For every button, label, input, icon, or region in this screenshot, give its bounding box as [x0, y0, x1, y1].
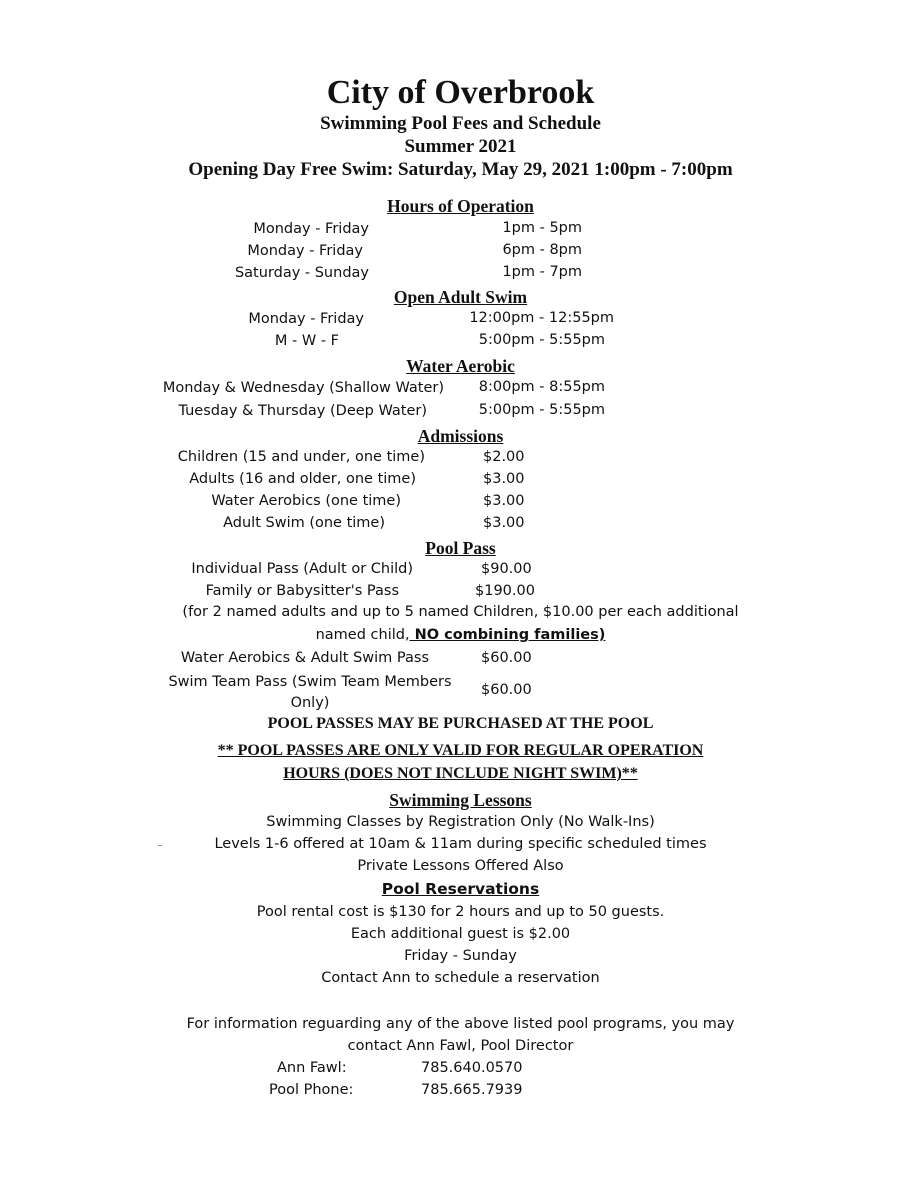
contact-line-1: For information reguarding any of the above listed pool programs, you may [186, 1016, 735, 1032]
adult-swim-heading: Open Adult Swim [393, 287, 528, 307]
adult-swim-day-2: M - W - F [274, 333, 339, 349]
season-label: Summer 2021 [404, 136, 517, 157]
family-note-text: named child, [315, 627, 410, 643]
aerobic-time-2: 5:00pm - 5:55pm [478, 402, 605, 418]
pass-price-individual: $90.00 [481, 561, 532, 577]
contact-label-pool: Pool Phone: [269, 1082, 354, 1098]
aerobic-day-2: Tuesday & Thursday (Deep Water) [178, 403, 427, 419]
adult-swim-day-1: Monday - Friday [248, 311, 364, 327]
lessons-line-1: Swimming Classes by Registration Only (No Walk-Ins) [266, 814, 655, 830]
admission-item-1: Children (15 and under, one time) [177, 449, 425, 465]
reservations-line-1: Pool rental cost is $130 for 2 hours and up to 50 guests. [256, 904, 665, 920]
page-subtitle: Swimming Pool Fees and Schedule [320, 113, 601, 134]
admissions-heading: Admissions [417, 426, 504, 446]
pass-price-aerobics: $60.00 [481, 650, 532, 666]
lessons-line-3: Private Lessons Offered Also [357, 858, 564, 874]
hours-day-1: Monday - Friday [253, 221, 369, 237]
hours-day-3: Saturday - Sunday [234, 265, 369, 281]
admission-price-4: $3.00 [483, 515, 525, 531]
family-pass-note-cont [0, 627, 921, 643]
page-title: City of Overbrook [326, 74, 595, 111]
swim-team-line-2: Only) [290, 695, 330, 711]
lessons-heading: Swimming Lessons [389, 790, 532, 810]
aerobic-time-1: 8:00pm - 8:55pm [478, 379, 605, 395]
pool-pass-heading: Pool Pass [425, 538, 496, 558]
contact-line-2: contact Ann Fawl, Pool Director [347, 1038, 574, 1054]
validity-notice-line-2: HOURS (DOES NOT INCLUDE NIGHT SWIM)** [283, 765, 638, 782]
admission-price-3: $3.00 [483, 493, 525, 509]
reservations-line-4: Contact Ann to schedule a reservation [321, 970, 600, 986]
reservations-heading: Pool Reservations [381, 880, 540, 898]
pass-price-family: $190.00 [475, 583, 535, 599]
admission-price-2: $3.00 [483, 471, 525, 487]
hours-time-1: 1pm - 5pm [502, 220, 582, 236]
admission-item-4: Adult Swim (one time) [223, 515, 385, 531]
adult-swim-time-1: 12:00pm - 12:55pm [469, 310, 614, 326]
admission-item-2: Adults (16 and older, one time) [189, 471, 416, 487]
pass-price-swim-team: $60.00 [481, 682, 532, 698]
purchase-notice: POOL PASSES MAY BE PURCHASED AT THE POOL [267, 715, 654, 732]
contact-label-ann: Ann Fawl: [277, 1060, 347, 1076]
hours-heading: Hours of Operation [387, 196, 534, 216]
family-pass-note: (for 2 named adults and up to 5 named Children, $10.00 per each additional [182, 604, 739, 620]
no-combining-note: NO combining families) [409, 627, 606, 643]
lessons-line-2: Levels 1-6 offered at 10am & 11am during specific scheduled times [214, 836, 707, 852]
adult-swim-time-2: 5:00pm - 5:55pm [478, 332, 605, 348]
hours-time-2: 6pm - 8pm [502, 242, 582, 258]
opening-day-line: Opening Day Free Swim: Saturday, May 29, 2021 1:00pm - 7:00pm [188, 159, 733, 180]
reservations-line-2: Each additional guest is $2.00 [350, 926, 571, 942]
reservations-line-3: Friday - Sunday [404, 948, 517, 964]
pass-item-family: Family or Babysitter's Pass [205, 583, 399, 599]
hours-time-3: 1pm - 7pm [502, 264, 582, 280]
validity-notice-line-1: ** POOL PASSES ARE ONLY VALID FOR REGULAR OPERATION [217, 742, 704, 759]
aerobic-day-1: Monday & Wednesday (Shallow Water) [162, 380, 444, 396]
pass-item-swim-team [160, 672, 460, 714]
hours-day-2: Monday - Friday [247, 243, 363, 259]
admission-item-3: Water Aerobics (one time) [211, 493, 401, 509]
scan-speck [158, 845, 162, 846]
pass-item-individual: Individual Pass (Adult or Child) [191, 561, 413, 577]
admission-price-1: $2.00 [483, 449, 525, 465]
pass-item-aerobics: Water Aerobics & Adult Swim Pass [180, 650, 429, 666]
contact-phone-pool: 785.665.7939 [421, 1082, 523, 1098]
contact-phone-ann: 785.640.0570 [421, 1060, 523, 1076]
swim-team-line-1: Swim Team Pass (Swim Team Members [168, 674, 452, 690]
aerobic-heading: Water Aerobic [406, 356, 515, 376]
